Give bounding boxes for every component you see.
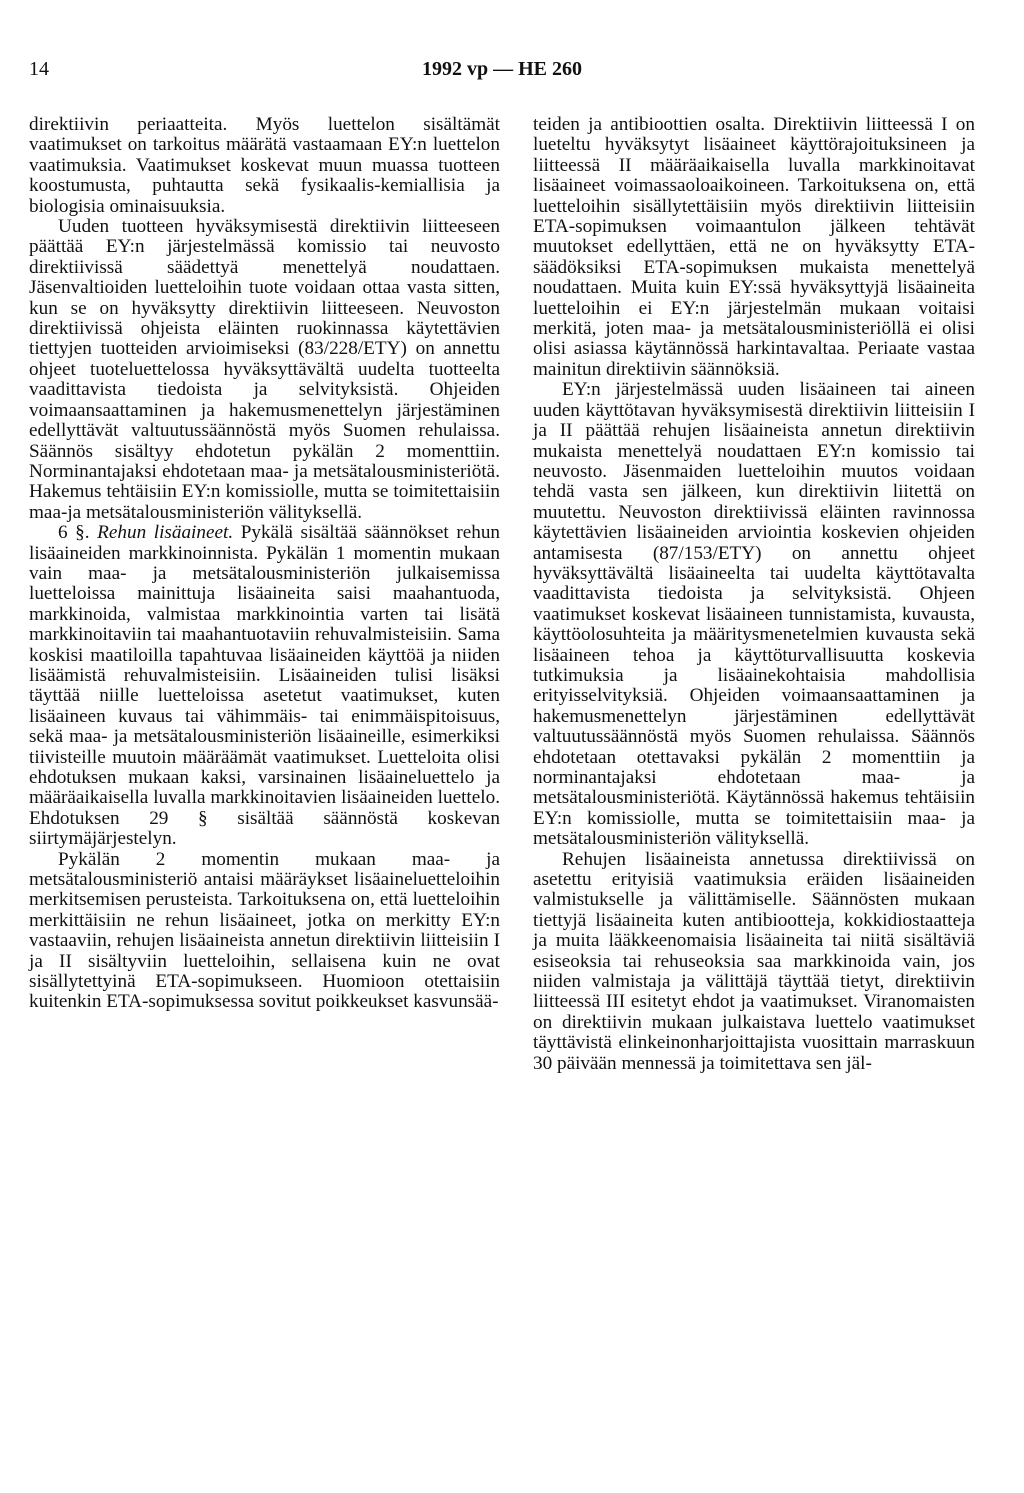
page-number: 14 bbox=[29, 58, 49, 80]
paragraph: Uuden tuotteen hyväksymisestä direktiivin liitteeseen päättää EY:n järjestelmässä komissio tai neuvosto direktiivissä säädettyä menettelyä noudattaen. Jäsenvaltioiden luetteloihin tuote voidaan ottaa vasta sitten, kun se on hyväksytty direktiivin liitteeseen. Neuvoston direktiivissä ohjeista eläinten ruokinnassa käytettävien tiettyjen tuotteiden arvioimiseksi (83/228/ETY) on annettu ohjeet tuoteluettelossa hyväksyttävältä uudelta tuotteelta vaadittavista tiedoista ja selvityksistä. Ohjeiden voimaansaattaminen ja hakemusmenettelyn järjestäminen edellyttävät valtuutussäännöstä myös Suomen rehulaissa. Säännös sisältyy ehdotetun pykälän 2 momenttiin. Norminantajaksi ehdotetaan maa- ja metsätalousministeriötä. Hakemus tehtäisiin EY:n komissiolle, mutta se toimitettaisiin maa-ja metsätalousministeriön välityksellä. bbox=[29, 216, 500, 523]
left-column bbox=[29, 115, 500, 1013]
running-head: 1992 vp — HE 260 bbox=[421, 58, 583, 80]
paragraph: direktiivin periaatteita. Myös luettelon sisältämät vaatimukset on tarkoitus määrätä vastaamaan EY:n luettelon vaatimuksia. Vaatimukset koskevat muun muassa tuotteen koostumusta, puhtautta sekä fysikaalis-kemiallisia ja biologisia ominaisuuksia. bbox=[29, 114, 500, 217]
paragraph: Pykälän 2 momentin mukaan maa- ja metsätalousministeriö antaisi määräykset lisäaineluetteloihin merkitsemisen perusteista. Tarkoituksena on, että luetteloihin merkittäisiin ne rehun lisäaineet, jotka on merkitty EY:n vastaaviin, rehujen lisäaineista annetun direktiivin liitteisiin I ja II sisältyviin luetteloihin, sellaisena kuin ne ovat sisällytettyinä ETA-sopimukseen. Huomioon otettaisiin kuitenkin ETA-sopimuksessa sovitut poikkeukset kasvunsää- bbox=[29, 848, 500, 1013]
paragraph: teiden ja antibioottien osalta. Direktiivin liitteessä I on lueteltu hyväksytyt lisäaineet käyttörajoituksineen ja liitteessä II määräaikaisella luvalla markkinoitavat lisäaineet voimassaoloaikoineen. Tarkoituksena on, että luetteloihin sisällytettäisiin myös direktiivin liitteisiin ETA-sopimuksen voimaantulon jälkeen tehtävät muutokset edellyttäen, että ne on hyväksytty ETA-säädöksiksi ETA-sopimuksen mukaista menettelyä noudattaen. Muita kuin EY:ssä hyväksyttyjä lisäaineita luetteloihin ei EY:n järjestelmän mukaan voitaisi merkitä, joten maa- ja metsätalousministeriöllä ei olisi olisi asiassa käytännössä harkintavaltaa. Periaate vastaa mainitun direktiivin säännöksiä. bbox=[533, 114, 975, 380]
paragraph: Rehujen lisäaineista annetussa direktiivissä on asetettu erityisiä vaatimuksia eräiden lisäaineiden valmistukselle ja välittämiselle. Säännösten mukaan tiettyjä lisäaineita kuten antibiootteja, kokkidiostaatteja ja muita lääkkeenomaisia lisäaineita tai niitä sisältäviä esiseoksia tai rehuseoksia saa markkinoida vain, jos niiden valmistaja ja välittäjä täyttää tietyt, direktiivin liitteessä III esitetyt ehdot ja vaatimukset. Viranomaisten on direktiivin mukaan julkaistava luettelo vaatimukset täyttävistä elinkeinonharjoittajista vuosittain marraskuun 30 päivään mennessä ja toimitettava sen jäl- bbox=[533, 848, 975, 1074]
paragraph: EY:n järjestelmässä uuden lisäaineen tai aineen uuden käyttötavan hyväksymisestä direktiivin liitteisiin I ja II päättää rehujen lisäaineista annetun direktiivin mukaista menettelyä noudattaen EY:n komissio tai neuvosto. Jäsenmaiden luetteloihin muutos voidaan tehdä vasta sen jälkeen, kun direktiivin liitettä on muutettu. Neuvoston direktiivissä eläinten ravinnossa käytettävien lisäaineiden arviointia koskevien ohjeiden antamisesta (87/153/ETY) on annettu ohjeet hyväksyttävältä lisäaineelta tai uudelta käyttötavalta vaadittavista tiedoista ja selvityksistä. Ohjeen vaatimukset koskevat lisäaineen tunnistamista, kuvausta, käyttöolosuhteita ja määritysmenetelmien kuvausta sekä lisäaineen tehoa ja käyttöturvallisuutta koskevia tutkimuksia ja lisäainekohtaisia mahdollisia erityisselvityksiä. Ohjeiden voimaansaattaminen ja hakemusmenettelyn järjestäminen edellyttävät valtuutussäännöstä myös Suomen rehulaissa. Säännös ehdotetaan otettavaksi pykälän 2 momenttiin ja norminantajaksi ehdotetaan maa- ja metsätalousministeriötä. Käytännössä hakemus tehtäisiin EY:n komissiolle, mutta se toimitettaisiin maa- ja metsätalousministeriön välityksellä. bbox=[533, 379, 975, 850]
section-number: 6 §. bbox=[58, 522, 90, 544]
section-text: Pykälä sisältää säännökset rehun lisäaineiden markkinoinnista. Pykälän 1 momentin mukaan vain maa- ja metsätalousministeriön julkaisemissa luetteloissa mainittuja lisäaineita saisi maahantuoda, markkinoida, valmistaa markkinointia varten tai lisätä markkinoitaviin tai maahantuotaviin rehuvalmisteisiin. Sama koskisi maatiloilla tapahtuvaa lisäaineiden käyttöä ja niiden lisäämistä rehuvalmisteisiin. Lisäaineiden tulisi lisäksi täyttää niille luetteloissa asetetut vaatimukset, kuten lisäaineen kuvaus tai vähimmäis- tai enimmäispitoisuus, sekä maa- ja metsätalousministeriön lisäaineille, esimerkiksi tiivisteille muutoin määräämät vaatimukset. Luetteloita olisi ehdotuksen mukaan kaksi, varsinainen lisäaineluettelo ja määräaikaisella luvalla markkinoitavien lisäaineiden luettelo. Ehdotuksen 29 § sisältää säännöstä koskevan siirtymäjärjestelyn. bbox=[29, 522, 501, 850]
section-title: Rehun lisäaineet. bbox=[97, 522, 234, 544]
section-paragraph bbox=[29, 523, 500, 850]
right-column bbox=[533, 115, 975, 1074]
page-header bbox=[29, 58, 975, 90]
